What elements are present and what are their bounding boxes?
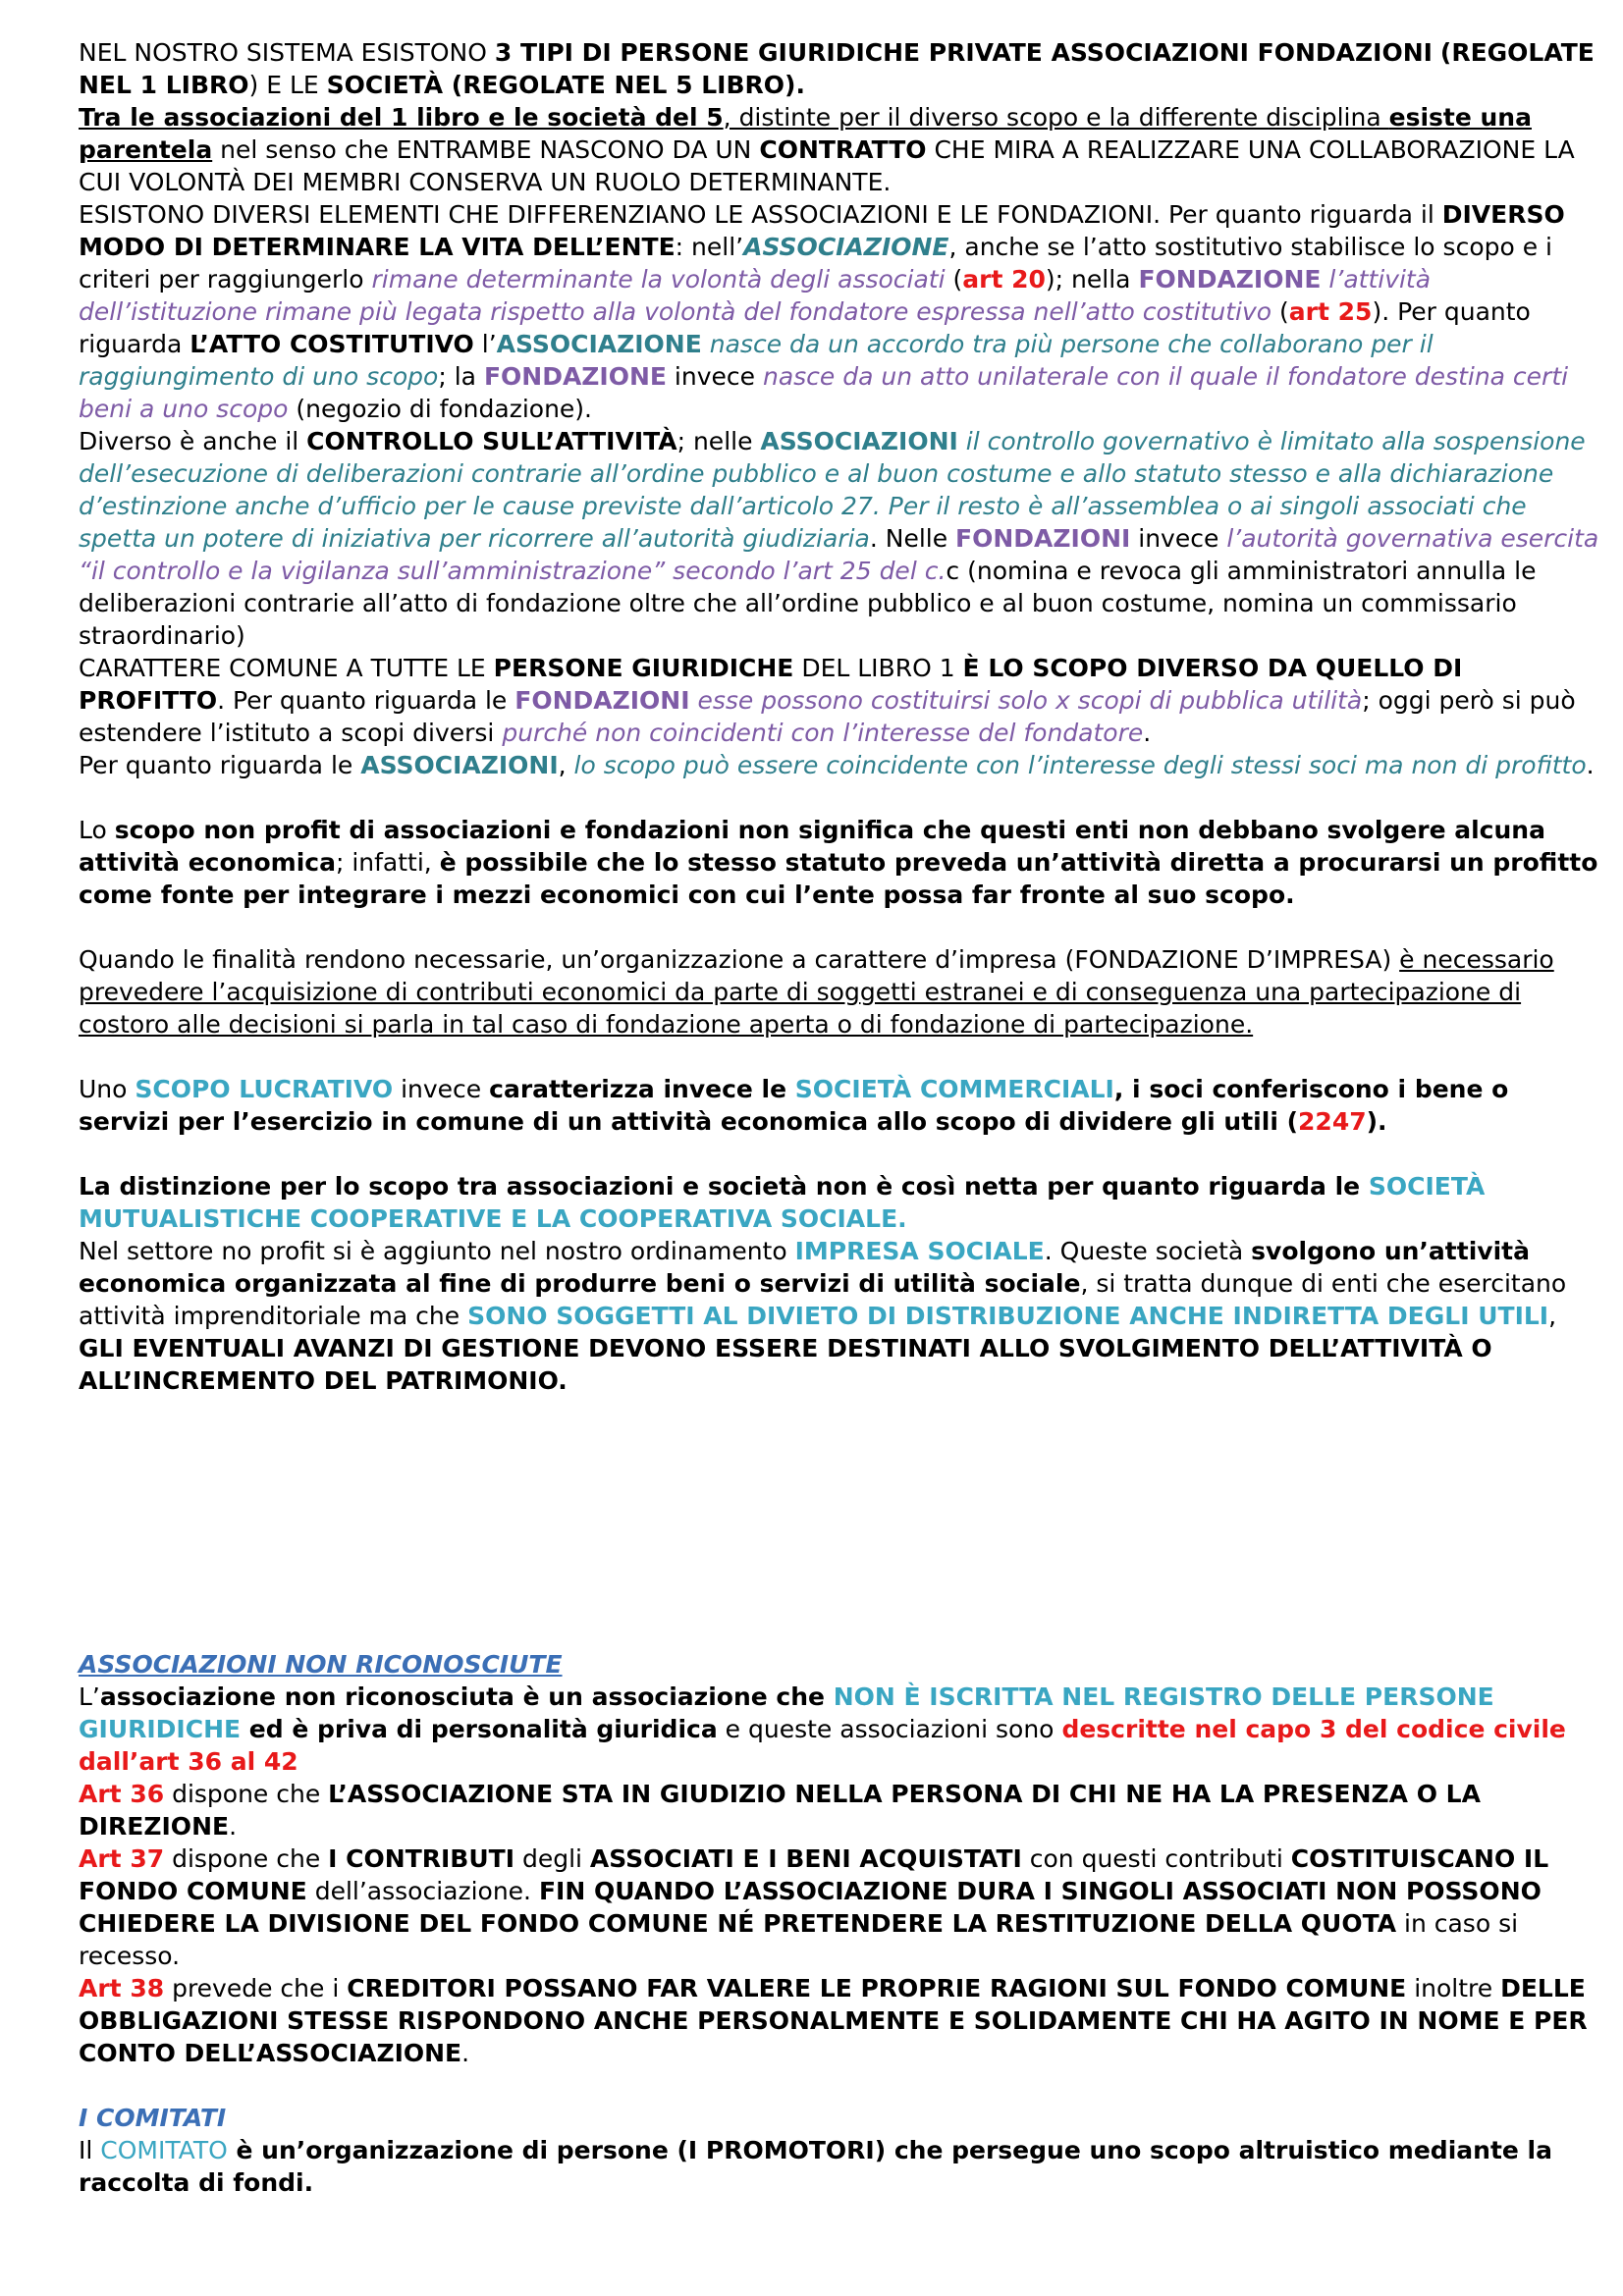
text: Quando le finalità rendono necessarie, un’organizzazione a carattere d’impresa (FONDAZIONE D’IMPRESA) è necessario prevedere l’acquisizione di contributi economici da parte di soggetti estranei e di conseguenza una partecipazione di costoro alle decisioni si parla in tal caso di fondazione aperta o di fondazione di partecipazione.	[79, 945, 1554, 1039]
text: CARATTERE COMUNE A TUTTE LE PERSONE GIURIDICHE DEL LIBRO 1 È LO SCOPO DIVERSO DA QUELLO DI PROFITTO. Per quanto riguarda le FONDAZIONI esse possono costituirsi solo x scopi di pubblica utilità; oggi però si può estendere l’istituto a scopi diversi purché non coincidenti con l’interesse del fondatore.	[79, 654, 1576, 747]
blank-space	[79, 1364, 1600, 1648]
text: Art 37 dispone che I CONTRIBUTI degli ASSOCIATI E I BENI ACQUISTATI con questi contributi COSTITUISCANO IL FONDO COMUNE dell’associazione. FIN QUANDO L’ASSOCIAZIONE DURA I SINGOLI ASSOCIATI NON POSSONO CHIEDERE LA DIVISIONE DEL FONDO COMUNE NÉ PRETENDERE LA RESTITUZIONE DELLA QUOTA in caso si recesso.	[79, 1844, 1549, 1970]
text: Uno SCOPO LUCRATIVO invece caratterizza invece le SOCIETÀ COMMERCIALI, i soci conferiscono i bene o servizi per l’esercizio in comune di un attività economica allo scopo di dividere gli utili (2247).	[79, 1075, 1509, 1136]
text: Diverso è anche il CONTROLLO SULL’ATTIVITÀ; nelle ASSOCIAZIONI il controllo governativo è limitato alla sospensione dell’esecuzione di deliberazioni contrarie all’ordine pubblico e al buon costume e allo statuto stesso e alla dichiarazione d’estinzione anche d’ufficio per le cause previste dall’articolo 27. Per il resto è all’assemblea o ai singoli associati che spetta un potere di iniziativa per ricorrere all’autorità giudiziaria. Nelle FONDAZIONI invece l’autorità governativa esercita “il controllo e la vigilanza sull’amministrazione” secondo l’art 25 del c.c (nomina e revoca gli amministratori annulla le deliberazioni contrarie all’atto di fondazione oltre che all’ordine pubblico e al buon costume, nomina un commissario straordinario)	[79, 427, 1599, 650]
para-mutualistiche	[79, 1170, 1600, 1235]
para-associazioni-scopo	[79, 749, 1600, 814]
para-parentela	[79, 101, 1600, 198]
para-non-profit	[79, 814, 1600, 943]
heading: ASSOCIAZIONI NON RICONOSCIUTE	[79, 1650, 563, 1679]
para-persone-giuridiche	[79, 36, 1600, 101]
text: Tra le associazioni del 1 libro e le società del 5, distinte per il diverso scopo e la differente disciplina esiste una parentela nel senso che ENTRAMBE NASCONO DA UN CONTRATTO CHE MIRA A REALIZZARE UNA COLLABORAZIONE LA CUI VOLONTÀ DEI MEMBRI CONSERVA UN RUOLO DETERMINANTE.	[79, 103, 1575, 196]
para-carattere-comune	[79, 652, 1600, 749]
section-heading-comitati	[79, 2102, 1600, 2134]
text: L’associazione non riconosciuta è un associazione che NON È ISCRITTA NEL REGISTRO DELLE PERSONE GIURIDICHE ed è priva di personalità giuridica e queste associazioni sono descritte nel capo 3 del codice civile dall’art 36 al 42	[79, 1682, 1566, 1776]
text: Art 36 dispone che L’ASSOCIAZIONE STA IN GIUDIZIO NELLA PERSONA DI CHI NE HA LA PRESENZA O LA DIREZIONE.	[79, 1780, 1481, 1841]
text: NEL NOSTRO SISTEMA ESISTONO 3 TIPI DI PERSONE GIURIDICHE PRIVATE ASSOCIAZIONI FONDAZIONI (REGOLATE NEL 1 LIBRO) E LE SOCIETÀ (REGOLATE NEL 5 LIBRO).	[79, 38, 1595, 99]
spacer	[79, 2069, 1600, 2102]
text: Il COMITATO è un’organizzazione di persone (I PROMOTORI) che persegue uno scopo altruistico mediante la raccolta di fondi.	[79, 2136, 1552, 2197]
text: Art 38 prevede che i CREDITORI POSSANO FAR VALERE LE PROPRIE RAGIONI SUL FONDO COMUNE inoltre DELLE OBBLIGAZIONI STESSE RISPONDONO ANCHE PERSONALMENTE E SOLIDAMENTE CHI HA AGITO IN NOME E PER CONTO DELL’ASSOCIAZIONE.	[79, 1974, 1588, 2067]
para-non-riconosciuta	[79, 1681, 1600, 1778]
document-page	[79, 36, 1600, 2199]
para-art38	[79, 1972, 1600, 2069]
text: Lo scopo non profit di associazioni e fondazioni non significa che questi enti non debbano svolgere alcuna attività economica; infatti, è possibile che lo stesso statuto preveda un’attività diretta a procurarsi un profitto come fonte per integrare i mezzi economici con cui l’ente possa far fronte al suo scopo.	[79, 816, 1598, 909]
text: ESISTONO DIVERSI ELEMENTI CHE DIFFERENZIANO LE ASSOCIAZIONI E LE FONDAZIONI. Per quanto riguarda il DIVERSO MODO DI DETERMINARE LA VITA DELL’ENTE: nell’ASSOCIAZIONE, anche se l’atto sostitutivo stabilisce lo scopo e i criteri per raggiungerlo rimane determinante la volontà degli associati (art 20); nella FONDAZIONE l’attività dell’istituzione rimane più legata rispetto alla volontà del fondatore espressa nell’atto costitutivo (art 25). Per quanto riguarda L’ATTO COSTITUTIVO l’ASSOCIAZIONE nasce da un accordo tra più persone che collaborano per il raggiungimento di uno scopo; la FONDAZIONE invece nasce da un atto unilaterale con il quale il fondatore destina certi beni a uno scopo (negozio di fondazione).	[79, 200, 1569, 423]
text: La distinzione per lo scopo tra associazioni e società non è così netta per quanto riguarda le SOCIETÀ MUTUALISTICHE COOPERATIVE E LA COOPERATIVA SOCIALE.	[79, 1172, 1486, 1233]
para-fondazione-impresa	[79, 943, 1600, 1073]
para-impresa-sociale	[79, 1235, 1600, 1395]
heading: I COMITATI	[79, 2104, 227, 2132]
para-comitato	[79, 2134, 1600, 2199]
para-controllo	[79, 425, 1600, 652]
text: Per quanto riguarda le ASSOCIAZIONI, lo scopo può essere coincidente con l’interesse degli stessi soci ma non di profitto.	[79, 751, 1595, 779]
text: Nel settore no profit si è aggiunto nel nostro ordinamento IMPRESA SOCIALE. Queste società svolgono un’attività economica organizzata al fine di produrre beni o servizi di utilità sociale, si tratta dunque di enti che esercitano attività imprenditoriale ma che SONO SOGGETTI AL DIVIETO DI DISTRIBUZIONE ANCHE INDIRETTA DEGLI UTILI, GLI EVENTUALI AVANZI DI GESTIONE DEVONO ESSERE DESTINATI ALLO SVOLGIMENTO DELL’ATTIVITÀ O ALL’INCREMENTO DEL PATRIMONIO.	[79, 1237, 1567, 1395]
para-art36	[79, 1778, 1600, 1842]
para-differenze	[79, 198, 1600, 425]
para-art37	[79, 1842, 1600, 1972]
para-scopo-lucrativo	[79, 1073, 1600, 1170]
section-heading-associazioni	[79, 1648, 1600, 1681]
